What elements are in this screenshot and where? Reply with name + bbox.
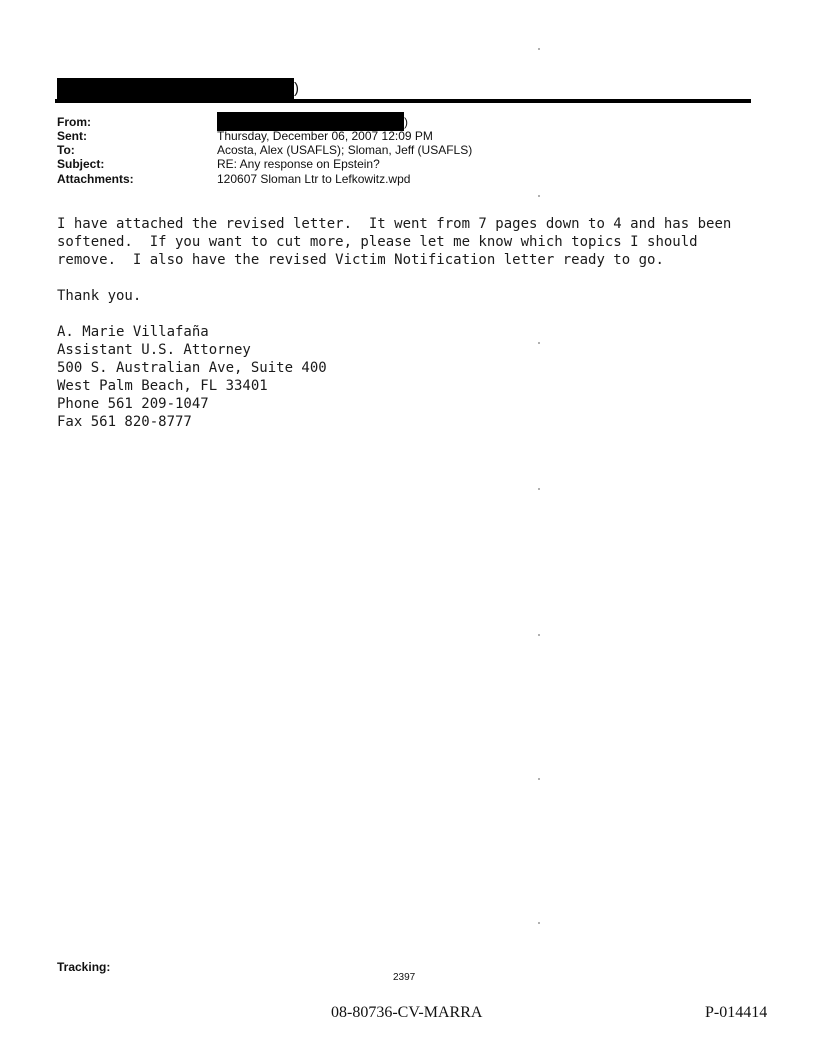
scan-speck bbox=[538, 48, 540, 50]
bates-number: P-014414 bbox=[705, 1004, 768, 1021]
attachments-label: Attachments: bbox=[57, 172, 134, 186]
to-value: Acosta, Alex (USAFLS); Sloman, Jeff (USAFLS) bbox=[217, 143, 473, 157]
signature-title: Assistant U.S. Attorney bbox=[57, 342, 251, 358]
redaction-bar-top bbox=[57, 78, 294, 100]
from-label: From: bbox=[57, 115, 91, 129]
body-line: remove. I also have the revised Victim Notification letter ready to go. bbox=[57, 252, 664, 268]
signature-name: A. Marie Villafaña bbox=[57, 324, 209, 340]
case-number: 08-80736-CV-MARRA bbox=[331, 1004, 483, 1021]
scan-speck bbox=[538, 634, 540, 636]
body-line: softened. If you want to cut more, please let me know which topics I should bbox=[57, 234, 698, 250]
attachments-value: 120607 Sloman Ltr to Lefkowitz.wpd bbox=[217, 172, 411, 186]
signature-fax: Fax 561 820-8777 bbox=[57, 414, 192, 430]
scan-speck bbox=[538, 488, 540, 490]
header-rule bbox=[55, 99, 751, 103]
sent-value: Thursday, December 06, 2007 12:09 PM bbox=[217, 129, 433, 143]
top-paren: ) bbox=[294, 80, 299, 97]
to-label: To: bbox=[57, 143, 75, 157]
scan-speck bbox=[538, 195, 540, 197]
page-number: 2397 bbox=[393, 972, 416, 983]
sent-label: Sent: bbox=[57, 129, 87, 143]
subject-value: RE: Any response on Epstein? bbox=[217, 157, 380, 171]
body-line: I have attached the revised letter. It went from 7 pages down to 4 and has been bbox=[57, 216, 732, 232]
from-value: ) bbox=[404, 115, 408, 129]
scan-speck bbox=[538, 342, 540, 344]
thanks-line: Thank you. bbox=[57, 288, 142, 304]
signature-address: 500 S. Australian Ave, Suite 400 bbox=[57, 360, 327, 376]
signature-phone: Phone 561 209-1047 bbox=[57, 396, 209, 412]
scan-speck bbox=[538, 922, 540, 924]
tracking-label: Tracking: bbox=[57, 960, 111, 974]
scan-speck bbox=[538, 778, 540, 780]
subject-label: Subject: bbox=[57, 157, 105, 171]
signature-city: West Palm Beach, FL 33401 bbox=[57, 378, 268, 394]
